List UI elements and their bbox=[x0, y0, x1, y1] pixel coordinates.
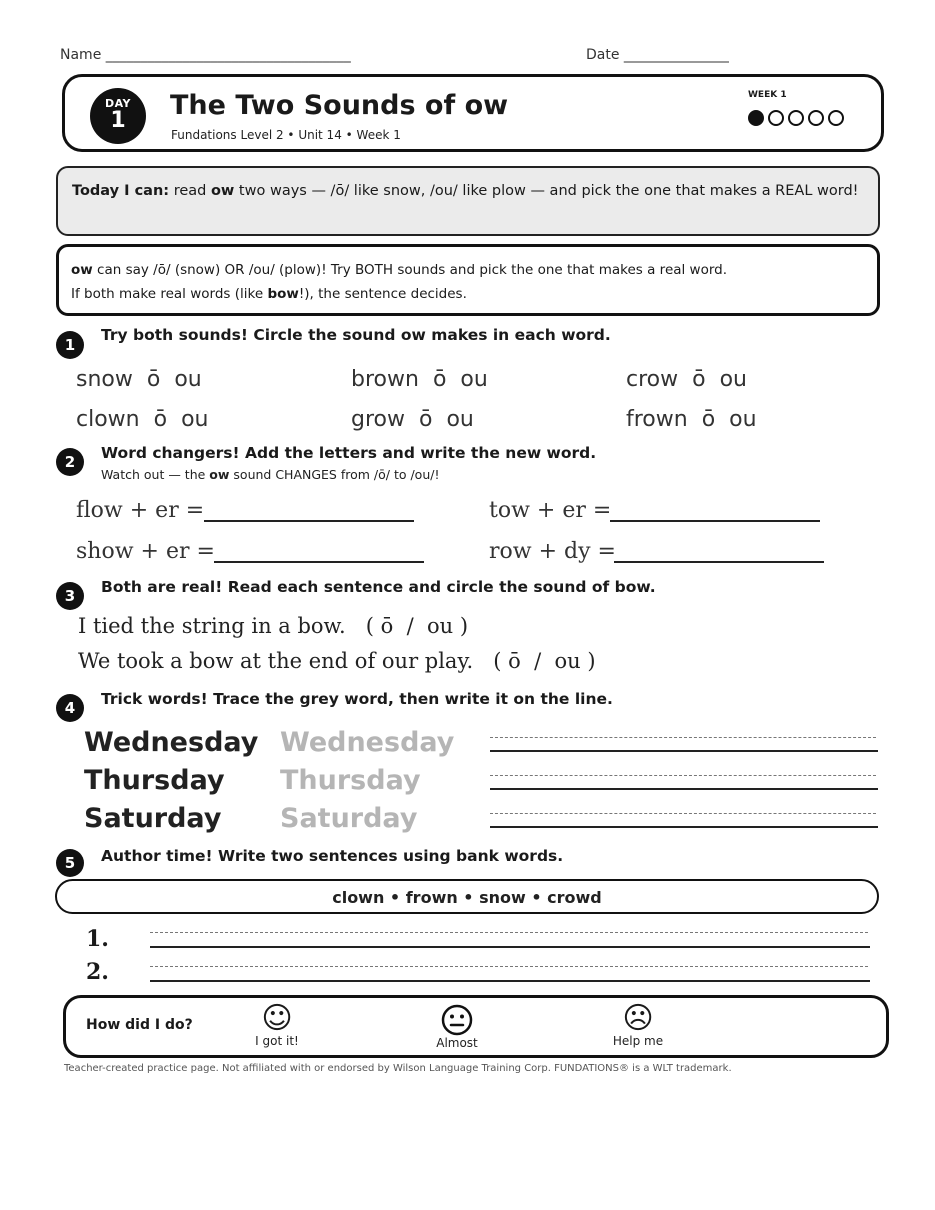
rule-bold: bow bbox=[267, 286, 299, 302]
question-1-heading: Try both sounds! Circle the sound ow makes in each word. bbox=[101, 326, 611, 344]
trace-word[interactable]: Wednesday bbox=[280, 727, 455, 758]
today-bold: ow bbox=[210, 183, 235, 199]
trick-word: Wednesday bbox=[84, 727, 259, 758]
sentence-1[interactable]: I tied the string in a bow. ( ō / ou ) bbox=[78, 614, 469, 638]
rule-line-2 bbox=[71, 282, 865, 306]
progress-dot bbox=[828, 110, 844, 126]
option-label: Almost bbox=[436, 1036, 478, 1050]
day-number: 1 bbox=[110, 108, 126, 133]
word-item-snow: snow ō ou bbox=[76, 367, 202, 392]
question-number-1: 1 bbox=[56, 331, 84, 359]
today-i-can-box bbox=[56, 166, 880, 236]
question-number-4: 4 bbox=[56, 694, 84, 722]
word-bank: clown • frown • snow • crowd bbox=[55, 879, 879, 914]
question-5-heading: Author time! Write two sentences using bank words. bbox=[101, 847, 564, 865]
writing-guide-line bbox=[490, 775, 876, 776]
question-number-5: 5 bbox=[56, 849, 84, 877]
answer-line[interactable] bbox=[214, 561, 424, 563]
page-subtitle: Fundations Level 2 • Unit 14 • Week 1 bbox=[171, 128, 401, 142]
question-2-heading: Word changers! Add the letters and write the new word. bbox=[101, 444, 597, 462]
word-item-clown: clown ō ou bbox=[76, 407, 209, 432]
word-changer-flow: flow + er = bbox=[76, 498, 205, 523]
date-field-label[interactable]: Date _______________ bbox=[586, 47, 729, 63]
sound-choice[interactable]: ou bbox=[174, 367, 202, 392]
self-check-option-help-me[interactable] bbox=[606, 1001, 670, 1048]
progress-dot bbox=[788, 110, 804, 126]
writing-line[interactable] bbox=[490, 750, 878, 752]
today-text: two ways — /ō/ like snow, /ou/ like plow — and pick the one that makes a REAL word! bbox=[234, 183, 859, 199]
answer-line[interactable] bbox=[204, 520, 414, 522]
writing-line[interactable] bbox=[150, 946, 870, 948]
sentence-2[interactable]: We took a bow at the end of our play. ( ō / ou ) bbox=[78, 649, 596, 673]
neutral-face-icon bbox=[441, 1004, 473, 1036]
today-text: read bbox=[169, 183, 211, 199]
writing-guide-line bbox=[490, 813, 876, 814]
word-item-grow: grow ō ou bbox=[351, 407, 474, 432]
question-number-3: 3 bbox=[56, 582, 84, 610]
self-check-option-almost[interactable] bbox=[425, 1004, 489, 1050]
option-label: I got it! bbox=[255, 1034, 299, 1048]
writing-guide-line bbox=[490, 737, 876, 738]
sound-choice[interactable]: ō bbox=[153, 407, 168, 432]
progress-dot bbox=[748, 110, 764, 126]
word-item-crow: crow ō ou bbox=[626, 367, 747, 392]
day-badge bbox=[90, 88, 146, 144]
rule-line-1 bbox=[71, 258, 865, 282]
trick-word: Thursday bbox=[84, 765, 225, 796]
writing-guide-line bbox=[150, 932, 868, 933]
self-check-option-got-it[interactable] bbox=[249, 1001, 305, 1048]
word-item-frown: frown ō ou bbox=[626, 407, 757, 432]
trace-word[interactable]: Saturday bbox=[280, 803, 418, 834]
word-item-brown: brown ō ou bbox=[351, 367, 488, 392]
sound-choice[interactable]: ō bbox=[432, 367, 447, 392]
question-4-heading: Trick words! Trace the grey word, then write it on the line. bbox=[101, 690, 613, 708]
question-number-2: 2 bbox=[56, 448, 84, 476]
option-label: Help me bbox=[612, 1034, 664, 1048]
sentence-line-number: 1. bbox=[86, 926, 109, 952]
sound-choice[interactable]: ou bbox=[719, 367, 747, 392]
progress-dot bbox=[768, 110, 784, 126]
question-3-heading: Both are real! Read each sentence and circle the sound of bow. bbox=[101, 578, 656, 596]
sentence-line-number: 2. bbox=[86, 959, 109, 985]
sound-choice[interactable]: ō bbox=[146, 367, 161, 392]
frown-face-icon: ☹ bbox=[622, 1001, 654, 1036]
smile-face-icon: ☺ bbox=[261, 1001, 293, 1036]
writing-line[interactable] bbox=[150, 980, 870, 982]
rule-box bbox=[56, 244, 880, 316]
trick-word: Saturday bbox=[84, 803, 222, 834]
rule-bold: ow bbox=[71, 262, 93, 278]
week-progress-dots bbox=[748, 110, 844, 126]
question-2-subheading: Watch out — the ow sound CHANGES from /ō/ to /ou/! bbox=[101, 467, 440, 482]
word-changer-show: show + er = bbox=[76, 539, 215, 564]
sound-choice[interactable]: ō bbox=[692, 367, 706, 392]
rule-text: can say /ō/ (snow) OR /ou/ (plow)! Try BOTH sounds and pick the one that makes a real word. bbox=[92, 262, 728, 278]
answer-line[interactable] bbox=[610, 520, 820, 522]
word-changer-row: row + dy = bbox=[489, 539, 616, 564]
sound-choice[interactable]: ou bbox=[460, 367, 488, 392]
sound-choice[interactable]: ou bbox=[181, 407, 209, 432]
today-lead: Today I can: bbox=[72, 183, 170, 199]
sound-choice[interactable]: ou bbox=[729, 407, 757, 432]
sound-choice[interactable]: ou bbox=[446, 407, 474, 432]
week-label: WEEK 1 bbox=[748, 90, 787, 100]
page-title: The Two Sounds of ow bbox=[170, 90, 509, 121]
progress-dot bbox=[808, 110, 824, 126]
rule-text: If both make real words (like bbox=[71, 286, 268, 302]
writing-line[interactable] bbox=[490, 788, 878, 790]
sound-choice[interactable]: ō bbox=[418, 407, 433, 432]
answer-line[interactable] bbox=[614, 561, 824, 563]
name-field-label[interactable]: Name ___________________________________ bbox=[60, 47, 351, 63]
self-check-label: How did I do? bbox=[86, 1017, 193, 1033]
word-changer-tow: tow + er = bbox=[489, 498, 612, 523]
footer-disclaimer: Teacher-created practice page. Not affiliated with or endorsed by Wilson Language Training Corp. FUNDATIONS® is a WLT trademark. bbox=[64, 1063, 732, 1074]
trace-word[interactable]: Thursday bbox=[280, 765, 421, 796]
sound-choice[interactable]: ō bbox=[701, 407, 716, 432]
day-word: DAY bbox=[104, 97, 132, 110]
writing-line[interactable] bbox=[490, 826, 878, 828]
rule-text: !), the sentence decides. bbox=[298, 286, 467, 302]
writing-guide-line bbox=[150, 966, 868, 967]
